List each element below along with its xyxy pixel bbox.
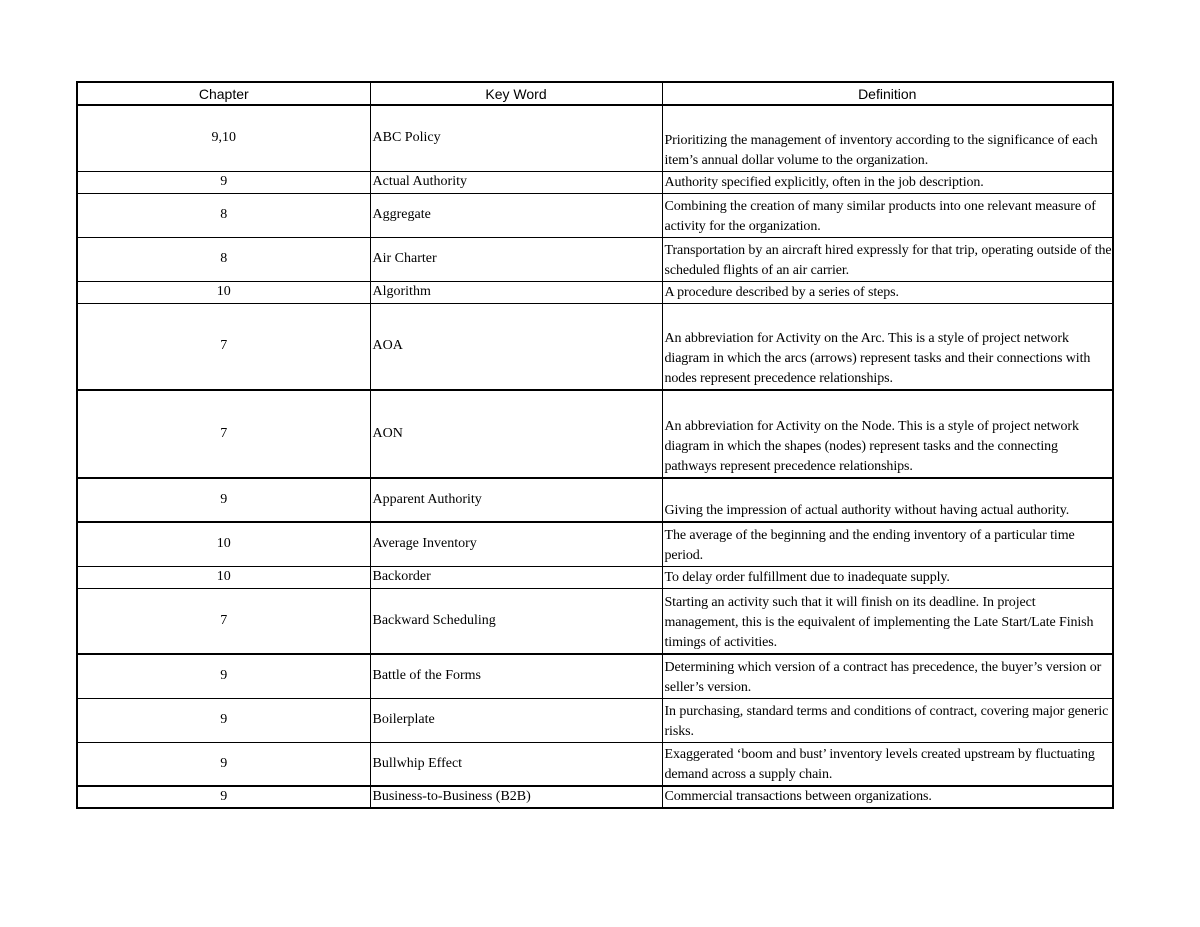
- chapter-cell: 9: [77, 742, 370, 786]
- keyword-cell: Apparent Authority: [370, 478, 662, 522]
- keyword-cell: Algorithm: [370, 281, 662, 303]
- definition-cell: Exaggerated ‘boom and bust’ inventory levels created upstream by fluctuating demand across a supply chain.: [662, 742, 1113, 786]
- table-row: [77, 390, 1113, 478]
- definition-cell: To delay order fulfillment due to inadequate supply.: [662, 566, 1113, 588]
- table-row: [77, 478, 1113, 522]
- definition-cell: In purchasing, standard terms and conditions of contract, covering major generic risks.: [662, 698, 1113, 742]
- keyword-cell: Actual Authority: [370, 171, 662, 193]
- chapter-cell: 7: [77, 390, 370, 478]
- chapter-cell: 9: [77, 654, 370, 698]
- definition-cell: Determining which version of a contract has precedence, the buyer’s version or seller’s version.: [662, 654, 1113, 698]
- table-row: [77, 193, 1113, 237]
- keyword-cell: Battle of the Forms: [370, 654, 662, 698]
- chapter-cell: 9: [77, 698, 370, 742]
- keyword-cell: Average Inventory: [370, 522, 662, 566]
- keyword-cell: Backward Scheduling: [370, 588, 662, 654]
- table-row: [77, 303, 1113, 390]
- chapter-cell: 10: [77, 522, 370, 566]
- table-row: [77, 522, 1113, 566]
- keyword-cell: ABC Policy: [370, 105, 662, 171]
- definition-cell: Authority specified explicitly, often in the job description.: [662, 171, 1113, 193]
- chapter-cell: 9: [77, 478, 370, 522]
- table-row: [77, 588, 1113, 654]
- keyword-cell: Aggregate: [370, 193, 662, 237]
- chapter-cell: 7: [77, 588, 370, 654]
- table-row: [77, 237, 1113, 281]
- table-row: [77, 105, 1113, 171]
- table-row: [77, 566, 1113, 588]
- keyword-cell: Air Charter: [370, 237, 662, 281]
- keyword-cell: Backorder: [370, 566, 662, 588]
- definition-cell: An abbreviation for Activity on the Node. This is a style of project network diagram in which the shapes (nodes) represent tasks and the connecting pathways represent precedence relationships.: [662, 390, 1113, 478]
- chapter-cell: 9: [77, 171, 370, 193]
- table-row: [77, 654, 1113, 698]
- keyword-cell: Business-to-Business (B2B): [370, 786, 662, 808]
- header-definition: Definition: [662, 82, 1113, 105]
- chapter-cell: 7: [77, 303, 370, 390]
- definition-cell: Giving the impression of actual authority without having actual authority.: [662, 478, 1113, 522]
- table-row: [77, 742, 1113, 786]
- table-row: [77, 786, 1113, 808]
- chapter-cell: 10: [77, 566, 370, 588]
- definition-cell: A procedure described by a series of steps.: [662, 281, 1113, 303]
- definition-cell: An abbreviation for Activity on the Arc. This is a style of project network diagram in which the arcs (arrows) represent tasks and their connections with nodes represent precedence relationships.: [662, 303, 1113, 390]
- definition-cell: Prioritizing the management of inventory according to the significance of each item’s annual dollar volume to the organization.: [662, 105, 1113, 171]
- chapter-cell: 10: [77, 281, 370, 303]
- table-row: [77, 171, 1113, 193]
- glossary-table: [76, 81, 1114, 809]
- keyword-cell: Boilerplate: [370, 698, 662, 742]
- table-row: [77, 698, 1113, 742]
- chapter-cell: 9,10: [77, 105, 370, 171]
- table-row: [77, 281, 1113, 303]
- definition-cell: Combining the creation of many similar products into one relevant measure of activity for the organization.: [662, 193, 1113, 237]
- chapter-cell: 8: [77, 237, 370, 281]
- header-chapter: Chapter: [77, 82, 370, 105]
- definition-cell: Transportation by an aircraft hired expressly for that trip, operating outside of the scheduled flights of an air carrier.: [662, 237, 1113, 281]
- keyword-cell: AOA: [370, 303, 662, 390]
- header-row: [77, 82, 1113, 105]
- keyword-cell: Bullwhip Effect: [370, 742, 662, 786]
- definition-cell: Starting an activity such that it will finish on its deadline. In project management, this is the equivalent of implementing the Late Start/Late Finish timings of activities.: [662, 588, 1113, 654]
- chapter-cell: 8: [77, 193, 370, 237]
- definition-cell: Commercial transactions between organizations.: [662, 786, 1113, 808]
- header-keyword: Key Word: [370, 82, 662, 105]
- definition-cell: The average of the beginning and the ending inventory of a particular time period.: [662, 522, 1113, 566]
- chapter-cell: 9: [77, 786, 370, 808]
- keyword-cell: AON: [370, 390, 662, 478]
